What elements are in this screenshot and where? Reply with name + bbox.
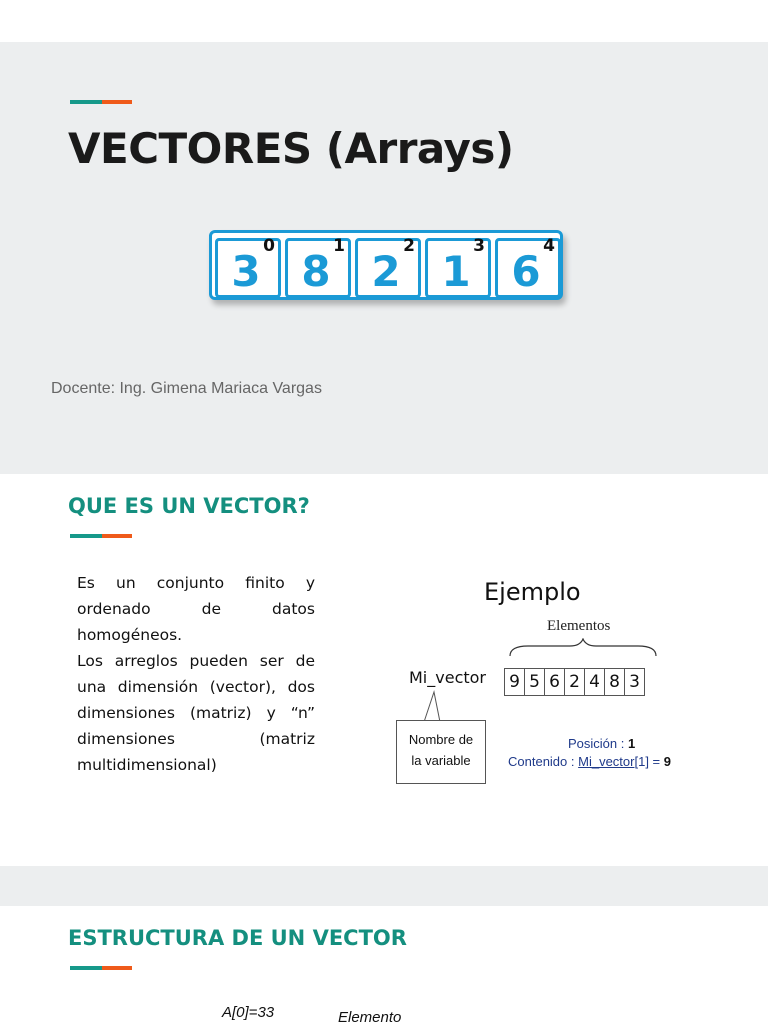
teacher-name: Docente: Ing. Gimena Mariaca Vargas bbox=[51, 380, 322, 397]
array-cell-value: 3 bbox=[231, 247, 261, 296]
callout-pointer bbox=[410, 688, 450, 724]
example-array-cell: 6 bbox=[545, 669, 565, 695]
definition-text bbox=[77, 570, 315, 778]
example-title: Ejemplo bbox=[484, 578, 581, 606]
position-line bbox=[568, 736, 635, 751]
definition-slide bbox=[0, 474, 768, 864]
accent-bar bbox=[70, 534, 132, 538]
accent-bar-teal bbox=[70, 966, 102, 970]
accent-bar bbox=[70, 100, 132, 104]
slide-title: VECTORES (Arrays) bbox=[68, 124, 514, 173]
array-cell bbox=[215, 238, 281, 298]
variable-name: Mi_vector bbox=[409, 668, 486, 687]
array-cell bbox=[425, 238, 491, 298]
array-illustration bbox=[209, 230, 569, 306]
accent-bar-orange bbox=[102, 100, 132, 104]
array-cell-index: 4 bbox=[543, 236, 555, 256]
content-expression: Mi_vector bbox=[578, 754, 635, 769]
slide-separator bbox=[0, 866, 768, 906]
array-cell bbox=[495, 238, 561, 298]
content-label: Contenido : bbox=[508, 754, 575, 769]
definition-paragraph: Los arreglos pueden ser de una dimensión (vector), dos dimensiones (matriz) y “n” dimensiones (matriz multidimensional) bbox=[77, 652, 315, 774]
example-array-cell: 9 bbox=[505, 669, 525, 695]
array-cell-index: 3 bbox=[473, 236, 485, 256]
element-label: Elemento bbox=[338, 1009, 402, 1026]
title-slide bbox=[0, 42, 768, 474]
array-cell bbox=[355, 238, 421, 298]
position-value: 1 bbox=[628, 736, 636, 751]
example-array-cell: 3 bbox=[625, 669, 645, 695]
definition-paragraph: Es un conjunto finito y ordenado de datos homogéneos. bbox=[77, 574, 315, 644]
array-cell-index: 0 bbox=[263, 236, 275, 256]
section-title: ESTRUCTURA DE UN VECTOR bbox=[68, 926, 407, 950]
structure-slide bbox=[0, 906, 768, 1024]
callout-line: la variable bbox=[411, 753, 471, 768]
array-cell-value: 6 bbox=[511, 247, 541, 296]
example-figure bbox=[390, 570, 720, 800]
accent-bar-teal bbox=[70, 100, 102, 104]
array-cell-index: 2 bbox=[403, 236, 415, 256]
accent-bar bbox=[70, 966, 132, 970]
example-array-cell: 2 bbox=[565, 669, 585, 695]
elements-label: Elementos bbox=[547, 618, 611, 634]
example-array-cell: 8 bbox=[605, 669, 625, 695]
content-index: [1] = bbox=[634, 754, 661, 769]
elements-brace bbox=[508, 638, 658, 658]
variable-callout bbox=[396, 720, 486, 784]
example-array bbox=[504, 668, 645, 696]
example-array-cell: 4 bbox=[585, 669, 605, 695]
array-cell bbox=[285, 238, 351, 298]
example-array-cell: 5 bbox=[525, 669, 545, 695]
section-title: QUE ES UN VECTOR? bbox=[68, 494, 310, 518]
element-example-label: A[0]=33 bbox=[222, 1004, 275, 1021]
position-label: Posición : bbox=[568, 736, 625, 751]
array-cell-value: 2 bbox=[371, 247, 401, 296]
content-value: 9 bbox=[663, 754, 672, 769]
accent-bar-teal bbox=[70, 534, 102, 538]
array-frame bbox=[209, 230, 563, 300]
content-line bbox=[508, 754, 671, 769]
array-cell-value: 8 bbox=[301, 247, 331, 296]
array-cell-index: 1 bbox=[333, 236, 345, 256]
accent-bar-orange bbox=[102, 966, 132, 970]
accent-bar-orange bbox=[102, 534, 132, 538]
callout-line: Nombre de bbox=[408, 732, 474, 747]
array-cell-value: 1 bbox=[441, 247, 471, 296]
